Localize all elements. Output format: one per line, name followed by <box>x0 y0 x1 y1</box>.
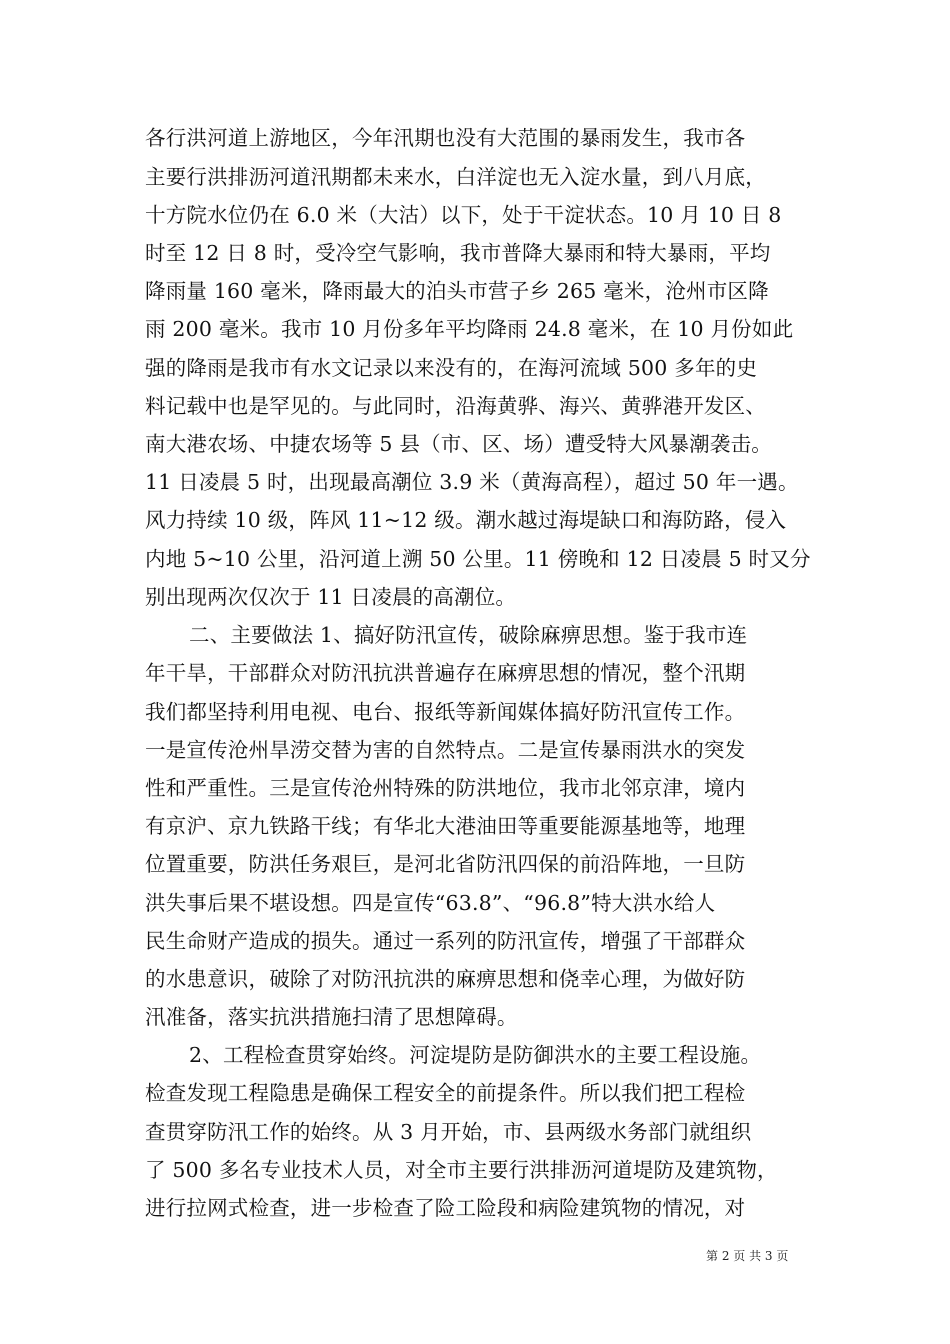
text-line: 了 500 多名专业技术人员，对全市主要行洪排沥河道堤防及建筑物， <box>145 1158 778 1182</box>
text-line: 南大港农场、中捷农场等 5 县（市、区、场）遭受特大风暴潮袭击。 <box>145 432 772 456</box>
page-number-footer: 第 2 页 共 3 页 <box>706 1249 789 1263</box>
text-line: 位置重要，防洪任务艰巨，是河北省防汛四保的前沿阵地，一旦防 <box>145 852 746 876</box>
text-line: 民生命财产造成的损失。通过一系列的防汛宣传，增强了干部群众 <box>145 929 746 953</box>
text-line: 风力持续 10 级，阵风 11~12 级。潮水越过海堤缺口和海防路，侵入 <box>145 508 787 532</box>
text-line: 我们都坚持利用电视、电台、报纸等新闻媒体搞好防汛宣传工作。 <box>145 700 746 724</box>
text-line: 性和严重性。三是宣传沧州特殊的防洪地位，我市北邻京津，境内 <box>145 776 746 800</box>
text-line: 检查发现工程隐患是确保工程安全的前提条件。所以我们把工程检 <box>145 1081 746 1105</box>
text-line: 有京沪、京九铁路干线；有华北大港油田等重要能源基地等，地理 <box>145 814 746 838</box>
text-line: 各行洪河道上游地区，今年汛期也没有大范围的暴雨发生，我市各 <box>145 126 746 150</box>
text-line: 雨 200 毫米。我市 10 月份多年平均降雨 24.8 毫米，在 10 月份如此 <box>145 317 794 341</box>
text-line: 11 日凌晨 5 时，出现最高潮位 3.9 米（黄海高程），超过 50 年一遇。 <box>145 470 799 494</box>
paragraph-start: 2、工程检查贯穿始终。河淀堤防是防御洪水的主要工程设施。 <box>189 1043 762 1067</box>
text-line: 年干旱，干部群众对防汛抗洪普遍存在麻痹思想的情况，整个汛期 <box>145 661 746 685</box>
text-line: 进行拉网式检查，进一步检查了险工险段和病险建筑物的情况，对 <box>145 1196 746 1220</box>
text-line: 主要行洪排沥河道汛期都未来水，白洋淀也无入淀水量，到八月底， <box>145 165 766 189</box>
text-line: 的水患意识，破除了对防汛抗洪的麻痹思想和侥幸心理，为做好防 <box>145 967 746 991</box>
text-line: 洪失事后果不堪设想。四是宣传“63.8”、“96.8”特大洪水给人 <box>145 891 716 915</box>
text-line: 内地 5~10 公里，沿河道上溯 50 公里。11 傍晚和 12 日凌晨 5 时又分 <box>145 547 811 571</box>
text-line: 一是宣传沧州旱涝交替为害的自然特点。二是宣传暴雨洪水的突发 <box>145 738 746 762</box>
text-line: 查贯穿防汛工作的始终。从 3 月开始，市、县两级水务部门就组织 <box>145 1120 752 1144</box>
text-line: 别出现两次仅次于 11 日凌晨的高潮位。 <box>145 585 517 609</box>
paragraph-start: 二、主要做法 1、搞好防汛宣传，破除麻痹思想。鉴于我市连 <box>189 623 748 647</box>
text-line: 强的降雨是我市有水文记录以来没有的，在海河流域 500 多年的史 <box>145 356 758 380</box>
text-line: 时至 12 日 8 时，受冷空气影响，我市普降大暴雨和特大暴雨，平均 <box>145 241 771 265</box>
text-line: 料记载中也是罕见的。与此同时，沿海黄骅、海兴、黄骅港开发区、 <box>145 394 766 418</box>
text-line: 汛准备，落实抗洪措施扫清了思想障碍。 <box>145 1005 518 1029</box>
text-line: 十方院水位仍在 6.0 米（大沽）以下，处于干淀状态。10 月 10 日 8 <box>145 203 782 227</box>
text-line: 降雨量 160 毫米，降雨最大的泊头市营子乡 265 毫米，沧州市区降 <box>145 279 769 303</box>
